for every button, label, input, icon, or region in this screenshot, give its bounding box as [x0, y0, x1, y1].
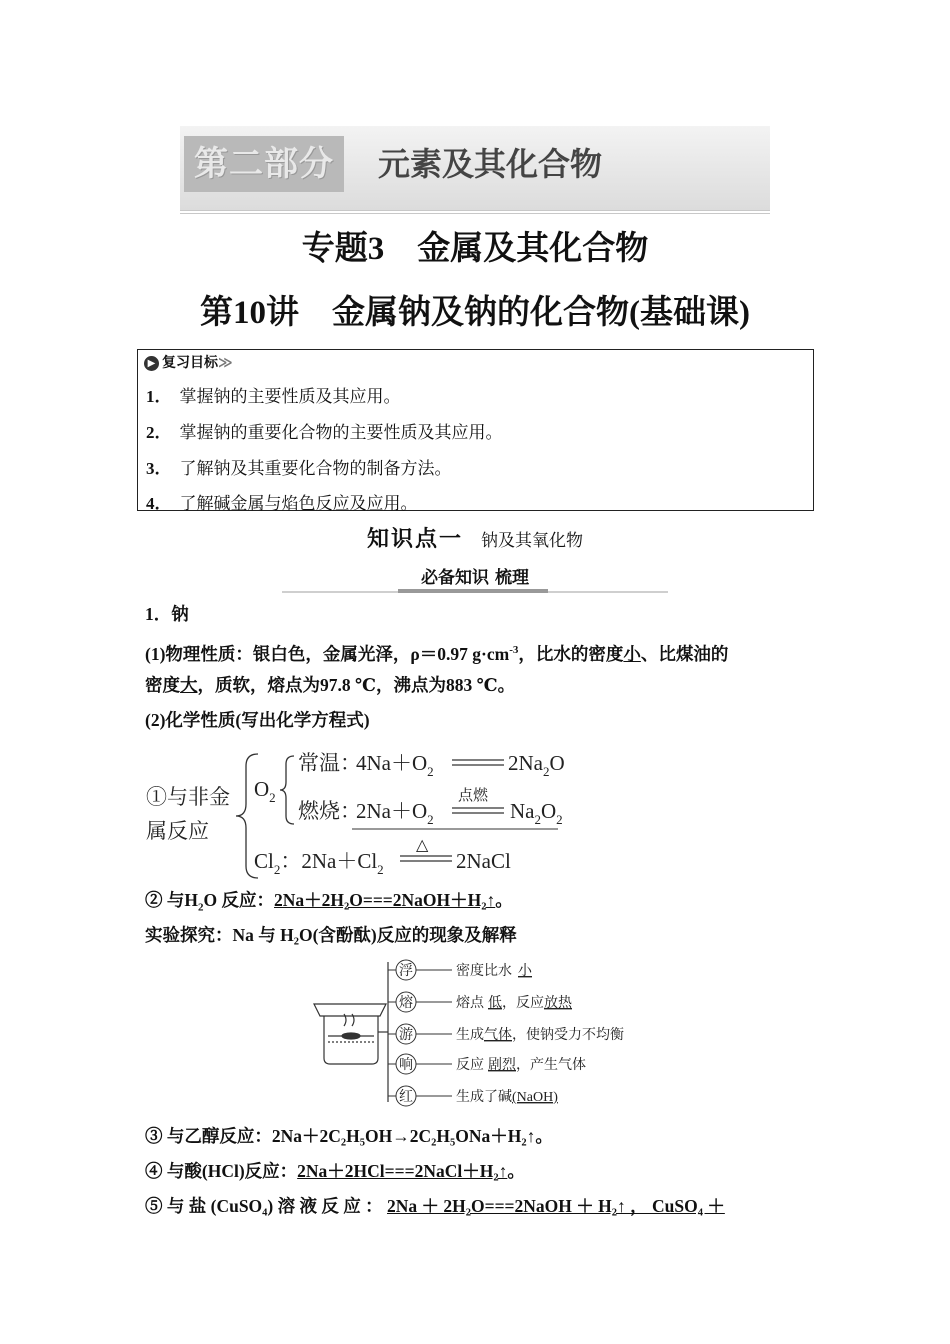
svg-text:Na2O2: $Na_2O_2$	[510, 799, 563, 827]
part-name: 元素及其化合物	[378, 145, 603, 183]
experiment-heading: 实验探究：Na 与 H₂O(含酚酞)反应的现象及解释	[145, 925, 517, 945]
double-chevron-icon: ≫	[218, 355, 233, 371]
svg-text:反应剧烈，产生气体: 反应 剧烈，产生气体	[456, 1058, 586, 1073]
lecture-title: 第10讲 金属钠及钠的化合物(基础课)	[200, 295, 750, 331]
beaker-icon	[314, 1004, 386, 1064]
water-reaction: ② 与$H_2O$ 反应：2Na＋2H₂O===2NaOH＋H₂↑。	[145, 890, 513, 914]
part-label: 第二部分	[184, 136, 344, 192]
svg-text:生成气体，使钠受力不均衡: 生成气体，使钠受力不均衡	[456, 1028, 624, 1043]
svg-text:游: 游	[399, 1028, 413, 1043]
phenomenon-swim	[388, 1024, 624, 1044]
divider-accent	[398, 589, 548, 593]
goal-item: 2． 掌握钠的重要化合物的主要性质及其应用。	[146, 423, 503, 442]
banner-divider	[180, 211, 770, 213]
acid-reaction: ④ 与酸(HCl)反应：2Na＋2HCl===2NaCl＋H₂↑。	[145, 1161, 525, 1181]
svg-text:生成了碱(NaOH): 生成了碱(NaOH)	[456, 1090, 558, 1105]
physical-properties-cont: 密度大，质软，熔点为97.8 ℃，沸点为883 ℃。	[145, 675, 516, 695]
svg-text:熔点低，反应放热: 熔点 低，反应放热	[456, 996, 572, 1011]
experiment-diagram	[310, 956, 650, 1112]
topic-title: 专题3 金属及其化合物	[301, 231, 649, 267]
brace-inner	[280, 756, 294, 824]
section-subheading: 必备知识 梳理	[421, 568, 529, 588]
svg-text:密度比水小: 密度比水 小	[456, 964, 532, 979]
ethanol-reaction: ③ 与乙醇反应：2Na＋2C₂H₅OH→2C₂H₅ONa＋H₂↑。	[145, 1126, 553, 1146]
svg-text:红: 红	[399, 1090, 413, 1105]
svg-text:Cl2：2Na＋Cl2: $Cl_2$：$2Na+Cl_2$	[254, 849, 384, 877]
salt-reaction: ⑤ 与 盐 (CuSO₄) 溶 液 反 应 ： 2Na ＋ 2H₂O===2NaOH ＋ H₂↑ ， CuSO₄ ＋	[145, 1196, 725, 1216]
play-icon: ▶	[144, 356, 159, 371]
phenomenon-melt	[388, 992, 573, 1012]
knowledge-point-heading	[0, 522, 950, 553]
goal-item: 4． 了解碱金属与焰色反应及应用。	[146, 494, 418, 513]
nonmetal-reaction-diagram	[140, 742, 580, 882]
svg-text:响: 响	[399, 1058, 413, 1073]
svg-text:燃烧：: 燃烧：	[298, 799, 361, 823]
svg-text:△: △	[416, 837, 429, 854]
svg-text:常温：: 常温：	[298, 751, 361, 775]
physical-properties: (1)物理性质：银白色，金属光泽，ρ＝0.97 $g\cdot cm^{-3}$，比水的密度小、比煤油的	[145, 643, 729, 664]
phenomenon-sound	[388, 1054, 586, 1074]
svg-text:浮: 浮	[399, 964, 413, 979]
goal-item: 1． 掌握钠的主要性质及其应用。	[146, 387, 401, 406]
knowledge-point-topic: 钠及其氧化物	[481, 531, 583, 551]
nonmetal-label-1: ①与非金	[146, 785, 230, 809]
svg-text:熔: 熔	[399, 996, 413, 1011]
svg-text:2Na＋O2: $2Na+O_2$	[356, 799, 434, 827]
goals-header-text: 复习目标	[162, 355, 218, 371]
phenomena-list	[388, 960, 624, 1106]
knowledge-point-label: 知识点一	[366, 527, 463, 552]
goal-item: 3． 了解钠及其重要化合物的制备方法。	[146, 459, 452, 478]
sodium-heading: 1．钠	[145, 604, 189, 624]
chemical-properties-heading: (2)化学性质(写出化学方程式)	[145, 710, 370, 730]
review-goals-box	[137, 349, 814, 511]
goals-header	[144, 352, 233, 372]
svg-text:O2: $O_2$	[254, 777, 276, 805]
svg-text:4Na＋O2: $4Na+O_2$	[356, 751, 434, 779]
phenomenon-float	[388, 960, 533, 980]
svg-text:点燃: 点燃	[458, 788, 489, 804]
phenomenon-red	[388, 1086, 558, 1106]
svg-text:2NaCl: 2NaCl	[456, 849, 511, 873]
svg-text:2Na2O: $2Na_2O$	[508, 751, 565, 779]
nonmetal-label-2: 属反应	[146, 819, 209, 843]
part-banner	[180, 126, 770, 214]
